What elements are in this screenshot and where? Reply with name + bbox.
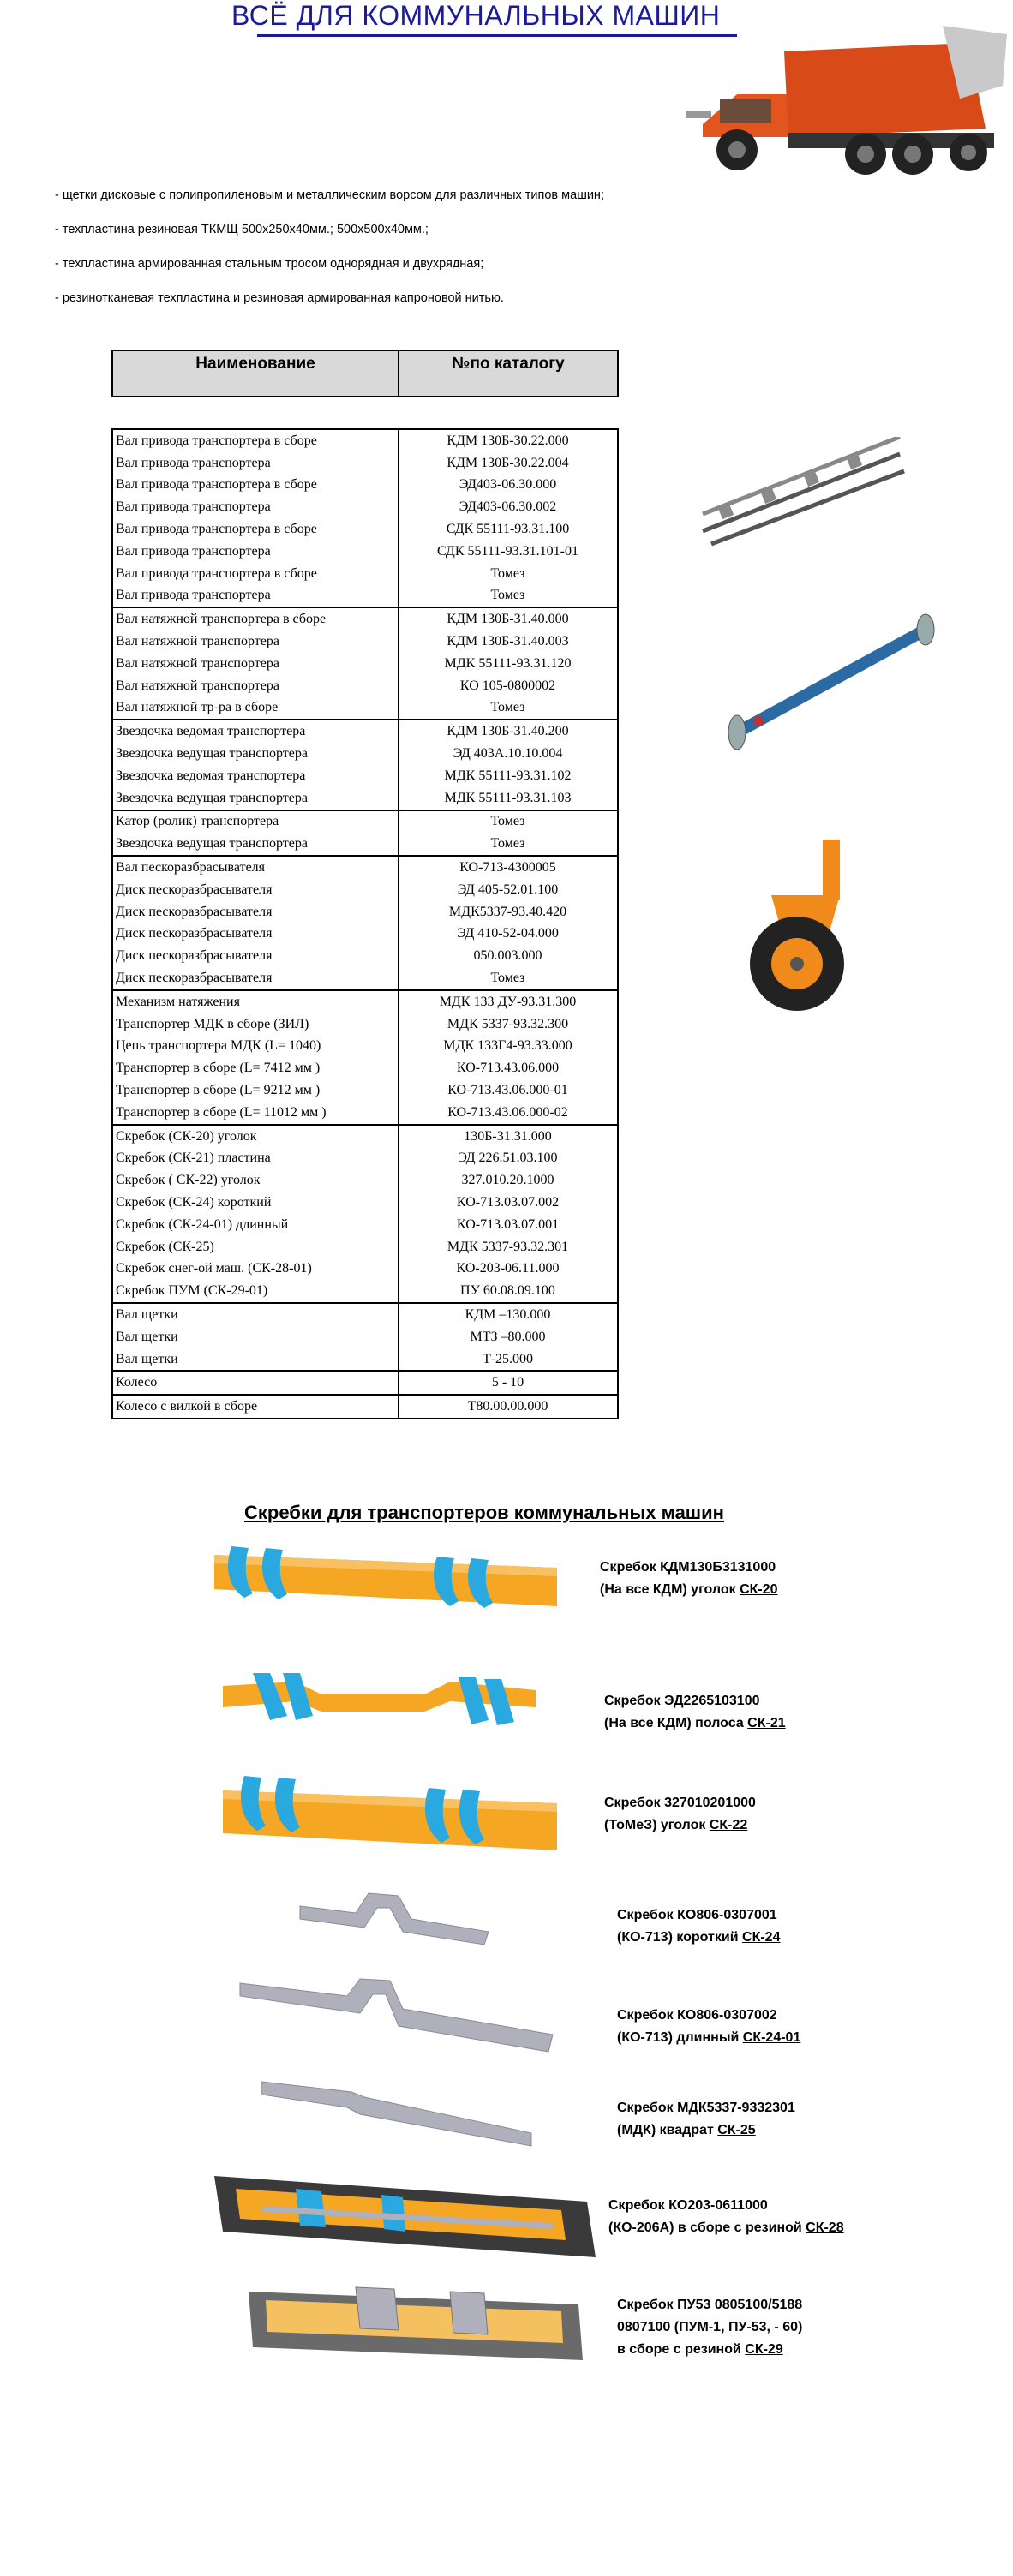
- catalog-number-cell: Томез: [399, 585, 619, 608]
- table-row: [112, 1192, 618, 1214]
- table-row: [112, 496, 618, 518]
- catalog-number-cell: СДК 55111-93.31.100: [399, 518, 619, 541]
- table-row: [112, 631, 618, 653]
- table-row: [112, 1371, 618, 1395]
- table-row: [112, 765, 618, 787]
- part-name-cell: Скребок (СК-24) короткий: [112, 1192, 399, 1214]
- catalog-number-cell: МТЗ –80.000: [399, 1326, 619, 1348]
- part-name-cell: Вал щетки: [112, 1303, 399, 1326]
- scraper-code-link[interactable]: СК-24-01: [742, 2030, 801, 2045]
- col-name-header: Наименование: [113, 351, 399, 396]
- part-name-cell: Колесо: [112, 1371, 399, 1395]
- table-row: [112, 787, 618, 810]
- part-name-cell: Скребок (СК-20) уголок: [112, 1125, 399, 1148]
- scraper-caption: Скребок 327010201000 (ТоМеЗ) уголок СК-22: [604, 1796, 756, 1832]
- part-name-cell: Диск пескоразбрасывателя: [112, 945, 399, 967]
- table-row: [112, 518, 618, 541]
- part-name-cell: Скребок (СК-21) пластина: [112, 1148, 399, 1170]
- catalog-number-cell: КДМ 130Б-30.22.004: [399, 452, 619, 475]
- scraper-sk22-image: [219, 1769, 561, 1859]
- catalog-number-cell: ЭД403-06.30.002: [399, 496, 619, 518]
- part-name-cell: Механизм натяжения: [112, 990, 399, 1013]
- table-row: [112, 990, 618, 1013]
- scraper-code-link[interactable]: СК-22: [709, 1818, 748, 1832]
- catalog-number-cell: МДК 55111-93.31.103: [399, 787, 619, 810]
- scraper-sk20-image: [206, 1538, 566, 1615]
- part-name-cell: Катор (ролик) транспортера: [112, 810, 399, 834]
- table-row: [112, 563, 618, 585]
- chain-image: [694, 437, 908, 548]
- table-row: [112, 879, 618, 901]
- bullet-item: - щетки дисковые с полипропиленовым и металлическим ворсом для различных типов машин;: [55, 188, 604, 202]
- table-row: [112, 475, 618, 497]
- part-name-cell: Вал щетки: [112, 1348, 399, 1372]
- catalog-number-cell: Томез: [399, 833, 619, 856]
- catalog-number-cell: МДК 55111-93.31.120: [399, 653, 619, 675]
- part-name-cell: Вал пескоразбрасывателя: [112, 856, 399, 879]
- part-name-cell: Вал щетки: [112, 1326, 399, 1348]
- table-header: [111, 350, 619, 397]
- part-name-cell: Скребок (СК-25): [112, 1236, 399, 1258]
- table-row: [112, 810, 618, 834]
- table-row: [112, 1125, 618, 1148]
- part-name-cell: Диск пескоразбрасывателя: [112, 879, 399, 901]
- part-name-cell: Звездочка ведущая транспортера: [112, 787, 399, 810]
- table-row: [112, 1348, 618, 1372]
- part-name-cell: Транспортер в сборе (L= 9212 мм ): [112, 1079, 399, 1102]
- part-name-cell: Колесо с вилкой в сборе: [112, 1395, 399, 1419]
- page-title: ВСЁ ДЛЯ КОММУНАЛЬНЫХ МАШИН: [231, 0, 721, 31]
- part-name-cell: Вал привода транспортера в сборе: [112, 518, 399, 541]
- part-name-cell: Вал привода транспортера в сборе: [112, 429, 399, 452]
- table-row: [112, 1013, 618, 1036]
- scraper-code-link[interactable]: СК-28: [806, 2220, 844, 2235]
- table-row: [112, 901, 618, 923]
- table-row: [112, 1280, 618, 1303]
- part-name-cell: Вал привода транспортера: [112, 496, 399, 518]
- scraper-code-link[interactable]: СК-25: [717, 2123, 756, 2137]
- part-name-cell: Вал натяжной транспортера: [112, 675, 399, 697]
- scraper-caption: Скребок КО203-0611000 (КО-206А) в сборе с резиной СК-28: [608, 2198, 844, 2235]
- table-row: [112, 1395, 618, 1419]
- catalog-number-cell: КО 105-0800002: [399, 675, 619, 697]
- table-row: [112, 945, 618, 967]
- catalog-number-cell: Томез: [399, 697, 619, 720]
- part-name-cell: Диск пескоразбрасывателя: [112, 967, 399, 990]
- catalog-number-cell: КО-713.03.07.001: [399, 1214, 619, 1236]
- scraper-caption: Скребок ПУ53 0805100/5188 0807100 (ПУМ-1, ПУ-53, - 60) в сборе с резиной СК-29: [617, 2298, 803, 2357]
- scraper-code-link[interactable]: СК-24: [742, 1930, 781, 1945]
- table-row: [112, 1214, 618, 1236]
- scraper-sk25-image: [257, 2073, 540, 2155]
- catalog-number-cell: КДМ 130Б-31.40.200: [399, 720, 619, 743]
- catalog-number-cell: СДК 55111-93.31.101-01: [399, 541, 619, 563]
- bullet-item: - техпластина резиновая ТКМЩ 500х250х40мм.; 500х500х40мм.;: [55, 223, 429, 236]
- scraper-sk21-image: [219, 1669, 544, 1729]
- catalog-number-cell: МДК 133 ДУ-93.31.300: [399, 990, 619, 1013]
- catalog-number-cell: МДК5337-93.40.420: [399, 901, 619, 923]
- part-name-cell: Вал натяжной транспортера в сборе: [112, 607, 399, 631]
- catalog-number-cell: КДМ 130Б-31.40.000: [399, 607, 619, 631]
- catalog-number-cell: ЭД 405-52.01.100: [399, 879, 619, 901]
- catalog-number-cell: Т80.00.00.000: [399, 1395, 619, 1419]
- catalog-number-cell: МДК 5337-93.32.301: [399, 1236, 619, 1258]
- table-row: [112, 452, 618, 475]
- col-catalog-header: №по каталогу: [452, 355, 565, 373]
- table-row: [112, 541, 618, 563]
- catalog-number-cell: КДМ –130.000: [399, 1303, 619, 1326]
- table-row: [112, 675, 618, 697]
- catalog-number-cell: 050.003.000: [399, 945, 619, 967]
- catalog-number-cell: ЭД 410-52-04.000: [399, 923, 619, 946]
- catalog-number-cell: ЭД 403А.10.10.004: [399, 743, 619, 765]
- catalog-number-cell: КО-713.43.06.000-01: [399, 1079, 619, 1102]
- catalog-number-cell: ПУ 60.08.09.100: [399, 1280, 619, 1303]
- scraper-sk24-image: [296, 1889, 493, 1953]
- scraper-code-link[interactable]: СК-21: [747, 1716, 786, 1730]
- catalog-number-cell: Томез: [399, 563, 619, 585]
- catalog-number-cell: КО-713.43.06.000-02: [399, 1102, 619, 1125]
- part-name-cell: Скребок (СК-24-01) длинный: [112, 1214, 399, 1236]
- catalog-number-cell: 327.010.20.1000: [399, 1169, 619, 1192]
- part-name-cell: Вал привода транспортера: [112, 585, 399, 608]
- catalog-number-cell: 5 - 10: [399, 1371, 619, 1395]
- catalog-number-cell: ЭД403-06.30.000: [399, 475, 619, 497]
- scraper-sk24-01-image: [236, 1970, 557, 2065]
- catalog-number-cell: КО-713.03.07.002: [399, 1192, 619, 1214]
- catalog-number-cell: МДК 55111-93.31.102: [399, 765, 619, 787]
- catalog-number-cell: Томез: [399, 810, 619, 834]
- part-name-cell: Диск пескоразбрасывателя: [112, 901, 399, 923]
- scraper-caption: Скребок КО806-0307002 (КО-713) длинный СК-24-01: [617, 2008, 801, 2045]
- table-row: [112, 1102, 618, 1125]
- table-row: [112, 697, 618, 720]
- part-name-cell: Звездочка ведущая транспортера: [112, 833, 399, 856]
- table-row: [112, 923, 618, 946]
- table-row: [112, 1079, 618, 1102]
- part-name-cell: Звездочка ведущая транспортера: [112, 743, 399, 765]
- table-row: [112, 856, 618, 879]
- table-row: [112, 1057, 618, 1079]
- part-name-cell: Вал натяжной транспортера: [112, 631, 399, 653]
- scraper-caption: Скребок МДК5337-9332301 (МДК) квадрат СК-25: [617, 2101, 795, 2137]
- truck-image: [686, 17, 1011, 188]
- catalog-number-cell: МДК 133Г4-93.33.000: [399, 1036, 619, 1058]
- part-name-cell: Цепь транспортера МДК (L= 1040): [112, 1036, 399, 1058]
- part-name-cell: Вал привода транспортера в сборе: [112, 563, 399, 585]
- table-row: [112, 607, 618, 631]
- table-row: [112, 1258, 618, 1280]
- part-name-cell: Транспортер в сборе (L= 7412 мм ): [112, 1057, 399, 1079]
- table-row: [112, 1303, 618, 1326]
- bullet-item: - резинотканевая техпластина и резиновая армированная капроновой нитью.: [55, 291, 504, 305]
- catalog-number-cell: Т-25.000: [399, 1348, 619, 1372]
- part-name-cell: Скребок ПУМ (СК-29-01): [112, 1280, 399, 1303]
- part-name-cell: Скребок снег-ой маш. (СК-28-01): [112, 1258, 399, 1280]
- shaft-image: [711, 613, 951, 758]
- table-row: [112, 1236, 618, 1258]
- table-row: [112, 653, 618, 675]
- catalog-number-cell: КДМ 130Б-30.22.000: [399, 429, 619, 452]
- part-name-cell: Звездочка ведомая транспортера: [112, 765, 399, 787]
- table-row: [112, 1148, 618, 1170]
- catalog-number-cell: 130Б-31.31.000: [399, 1125, 619, 1148]
- wheel-image: [737, 835, 874, 1015]
- table-row: [112, 585, 618, 608]
- scraper-caption: Скребок КДМ130Б3131000 (На все КДМ) уголок СК-20: [600, 1560, 778, 1597]
- part-name-cell: Диск пескоразбрасывателя: [112, 923, 399, 946]
- table-row: [112, 833, 618, 856]
- table-row: [112, 743, 618, 765]
- part-name-cell: Вал натяжной транспортера: [112, 653, 399, 675]
- bullet-item: - техпластина армированная стальным тросом однорядная и двухрядная;: [55, 257, 484, 271]
- catalog-number-cell: Томез: [399, 967, 619, 990]
- catalog-number-cell: КО-713.43.06.000: [399, 1057, 619, 1079]
- scraper-sk29-image: [244, 2279, 587, 2364]
- table-row: [112, 429, 618, 452]
- part-name-cell: Вал привода транспортера: [112, 541, 399, 563]
- part-name-cell: Транспортер МДК в сборе (ЗИЛ): [112, 1013, 399, 1036]
- scraper-caption: Скребок КО806-0307001 (КО-713) короткий СК-24: [617, 1908, 781, 1945]
- part-name-cell: Скребок ( СК-22) уголок: [112, 1169, 399, 1192]
- part-name-cell: Звездочка ведомая транспортера: [112, 720, 399, 743]
- catalog-number-cell: КДМ 130Б-31.40.003: [399, 631, 619, 653]
- table-row: [112, 720, 618, 743]
- table-row: [112, 1169, 618, 1192]
- parts-table: [111, 428, 619, 1419]
- catalog-number-cell: КО-713-4300005: [399, 856, 619, 879]
- scraper-code-link[interactable]: СК-29: [745, 2342, 783, 2357]
- part-name-cell: Вал привода транспортера в сборе: [112, 475, 399, 497]
- title-underline: [257, 34, 737, 37]
- catalog-number-cell: КО-203-06.11.000: [399, 1258, 619, 1280]
- bullet-list: [55, 178, 604, 315]
- scraper-code-link[interactable]: СК-20: [740, 1582, 778, 1597]
- table-row: [112, 967, 618, 990]
- scrapers-title: Скребки для транспортеров коммунальных машин: [244, 1502, 724, 1523]
- part-name-cell: Транспортер в сборе (L= 11012 мм ): [112, 1102, 399, 1125]
- part-name-cell: Вал привода транспортера: [112, 452, 399, 475]
- part-name-cell: Вал натяжной тр-ра в сборе: [112, 697, 399, 720]
- table-row: [112, 1326, 618, 1348]
- catalog-number-cell: МДК 5337-93.32.300: [399, 1013, 619, 1036]
- scraper-caption: Скребок ЭД2265103100 (На все КДМ) полоса СК-21: [604, 1694, 786, 1730]
- catalog-number-cell: ЭД 226.51.03.100: [399, 1148, 619, 1170]
- table-row: [112, 1036, 618, 1058]
- scraper-sk28-image: [210, 2167, 600, 2262]
